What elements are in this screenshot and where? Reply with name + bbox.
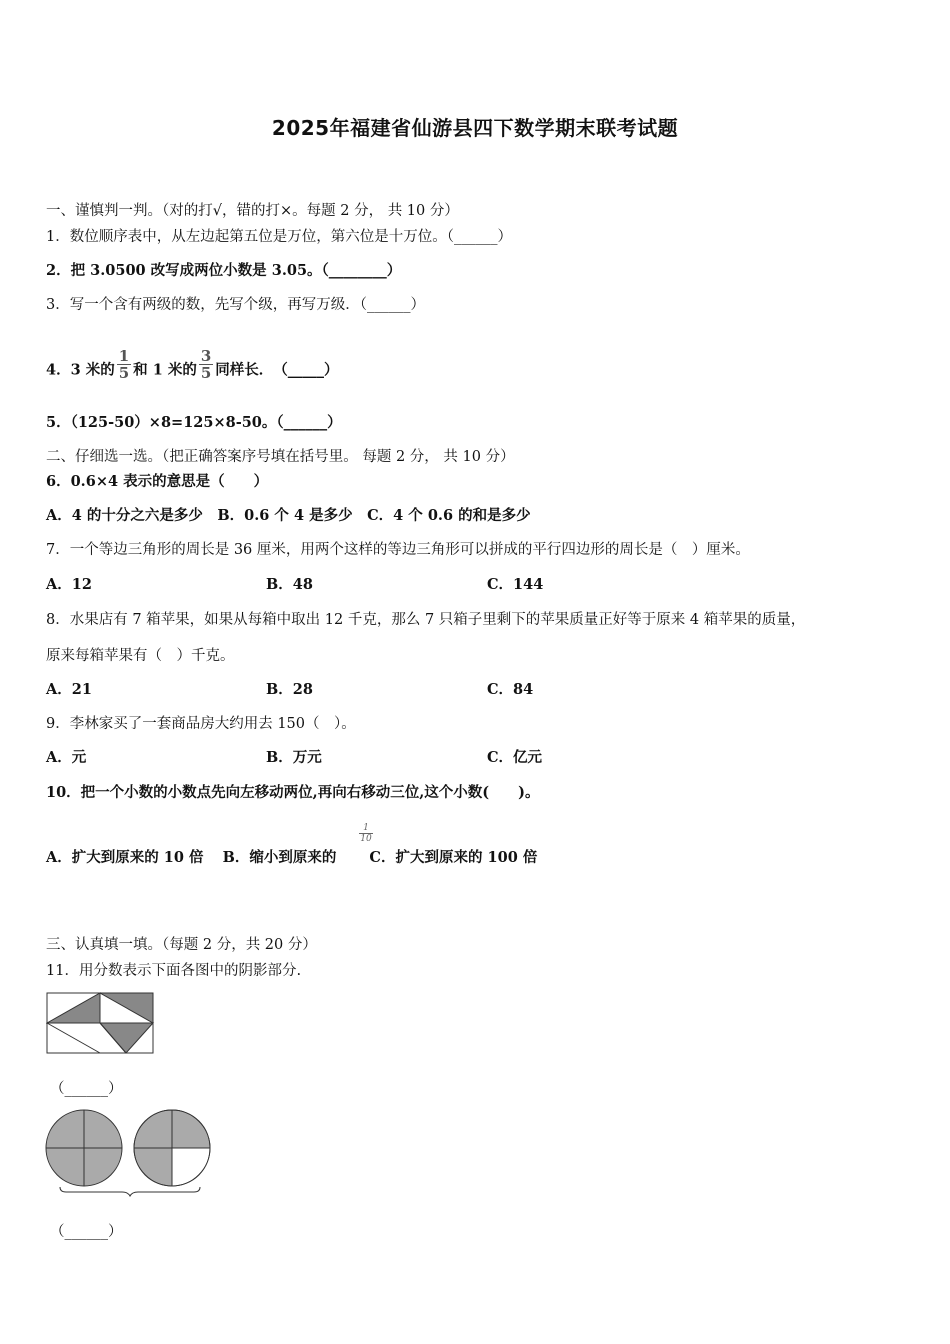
question-3: 3．写一个含有两级的数，先写个级，再写万级．（______） [46, 297, 425, 313]
option-a: A．12 [46, 576, 92, 593]
page-title: 2025年福建省仙游县四下数学期末联考试题 [271, 116, 679, 140]
question-1: 1．数位顺序表中，从左边起第五位是万位，第六位是十万位。（______） [46, 229, 512, 245]
shaded-triangle-top-right [100, 993, 153, 1023]
shaded-triangle-bottom [100, 1023, 153, 1053]
option-b: B．28 [266, 681, 313, 698]
section3-heading: 三、认真填一填。（每题 2 分，共 20 分） [46, 937, 317, 953]
question-4-part1: 4．3 米的 [46, 361, 115, 379]
option-c: C．84 [487, 681, 534, 698]
fraction-denominator: 5 [200, 364, 212, 382]
question-4-part2: 和 1 米的 [133, 361, 197, 379]
option-c: C．亿元 [487, 749, 543, 766]
question-11: 11．用分数表示下面各图中的阴影部分. [46, 963, 302, 979]
question-4 [46, 347, 339, 387]
option-a: A．21 [46, 681, 92, 698]
question-6: 6．0.6×4 表示的意思是（ ） [46, 473, 269, 490]
option-b: B．缩小到原来的 [222, 849, 337, 866]
question-9: 9．李林家买了一套商品房大约用去 150（ ）。 [46, 716, 356, 732]
question-10-options [46, 848, 537, 868]
fraction-1-5 [117, 348, 131, 381]
shaded-circles-figure [44, 1108, 216, 1198]
question-8-line2: 原来每箱苹果有（ ）千克。 [46, 648, 235, 664]
fraction-1-10 [359, 823, 373, 844]
question-5: 5．（125-50）×8=125×8-50。（______） [46, 414, 342, 431]
answer-blank-1: （______） [50, 1081, 123, 1097]
question-2: 2．把 3.0500 改写成两位小数是 3.05。（________） [46, 262, 402, 279]
fraction-denominator: 5 [118, 364, 130, 382]
question-6-options: A．4 的十分之六是多少 B．0.6 个 4 是多少 C．4 个 0.6 的和是多少 [46, 507, 531, 524]
section2-heading: 二、仔细选一选。（把正确答案序号填在括号里。 每题 2 分， 共 10 分） [46, 449, 515, 465]
option-a: A．扩大到原来的 10 倍 [46, 849, 204, 866]
fraction-numerator: 1 [118, 347, 130, 365]
question-4-part3: 同样长． （_____） [215, 361, 339, 379]
answer-blank-2: （______） [50, 1224, 123, 1240]
option-b: B．48 [266, 576, 313, 593]
option-c: C．扩大到原来的 100 倍 [369, 849, 538, 866]
question-8-line1: 8．水果店有 7 箱苹果，如果从每箱中取出 12 千克，那么 7 只箱子里剩下的苹果质量正好等于原来 4 箱苹果的质量， [46, 612, 806, 628]
fraction-numerator: 1 [359, 823, 373, 834]
fraction-3-5 [199, 348, 213, 381]
option-b: B．万元 [266, 749, 322, 766]
circle-2-shaded-top-right [172, 1110, 210, 1148]
option-c: C．144 [487, 576, 544, 593]
circle-2-unshaded [172, 1148, 210, 1186]
shaded-triangle-top-left [47, 993, 100, 1023]
section1-heading: 一、谨慎判一判。（对的打√，错的打×。每题 2 分， 共 10 分） [46, 203, 459, 219]
question-7: 7．一个等边三角形的周长是 36 厘米，用两个这样的等边三角形可以拼成的平行四边形的周长是（ ）厘米。 [46, 542, 750, 558]
question-10: 10．把一个小数的小数点先向左移动两位,再向右移动三位,这个小数( )。 [46, 784, 540, 801]
option-a: A．元 [46, 749, 87, 766]
fraction-numerator: 3 [200, 347, 212, 365]
shaded-rectangle-figure [46, 992, 156, 1056]
brace [60, 1187, 200, 1196]
fraction-denominator: 10 [360, 834, 372, 844]
diagonal-line [47, 1023, 100, 1053]
